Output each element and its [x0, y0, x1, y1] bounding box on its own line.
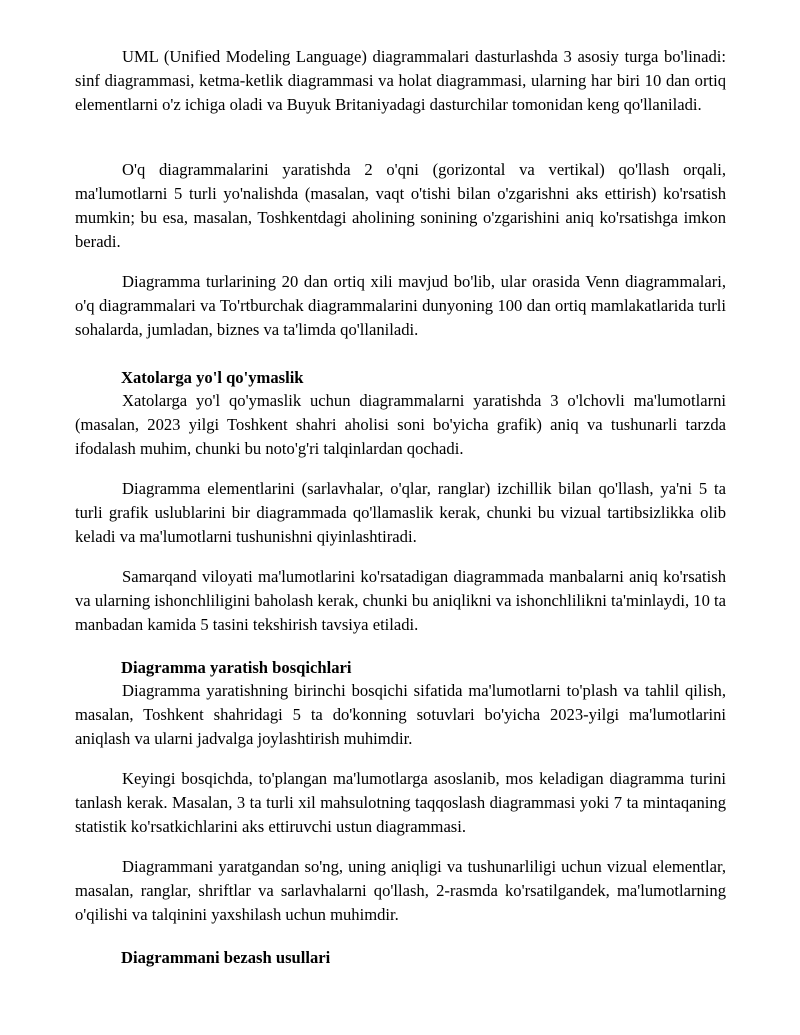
section-heading-creation-stages: Diagramma yaratish bosqichlari: [121, 658, 352, 677]
intro-paragraph-axis-diagrams: O'q diagrammalarini yaratishda 2 o'qni (gorizontal va vertikal) qo'llash orqali, ma'lumotlarni 5 turli yo'nalishda (masalan, vaqt o'tishi bilan o'zgarishni aks ettirish) ko'rsatish mumkin; bu esa, masalan, Toshkentdagi aholining sonining o'zgarishini aniq ko'rsatishga imkon beradi.: [75, 160, 726, 251]
creation-stages-paragraph-1: Diagramma yaratishning birinchi bosqichi sifatida ma'lumotlarni to'plash va tahlil qilish, masalan, Toshkent shahridagi 5 ta do'konning sotuvlari bo'yicha 2023-yilgi ma'lumotlarini aniqlash va ularni jadvalga joylashtirish muhimdir.: [75, 681, 726, 748]
creation-stages-paragraph-3: Diagrammani yaratgandan so'ng, uning aniqligi va tushunarliligi uchun vizual elementlar, masalan, ranglar, shriftlar va sarlavhalarni qo'llash, 2-rasmda ko'rsatilgandek, ma'lumotlarning o'qilishi va talqinini yaxshilash uchun muhimdir.: [75, 857, 726, 924]
section-heading-decoration-methods: Diagrammani bezash usullari: [121, 948, 331, 967]
avoid-errors-paragraph-2: Diagramma elementlarini (sarlavhalar, o'qlar, ranglar) izchillik bilan qo'llash, ya'ni 5 ta turli grafik uslublarini bir diagrammada qo'llamaslik kerak, chunki bu vizual tartibsizlikka olib keladi va ma'lumotlarni tushunishni qiyinlashtiradi.: [75, 479, 726, 546]
creation-stages-paragraph-2: Keyingi bosqichda, to'plangan ma'lumotlarga asoslanib, mos keladigan diagramma turini tanlash kerak. Masalan, 3 ta turli xil mahsulotning taqqoslash diagrammasi yoki 7 ta mintaqaning statistik ko'rsatkichlarini aks ettiruvchi ustun diagrammasi.: [75, 769, 726, 836]
intro-paragraph-diagram-types: Diagramma turlarining 20 dan ortiq xili mavjud bo'lib, ular orasida Venn diagrammalari, o'q diagrammalari va To'rtburchak diagrammalarini dunyoning 100 dan ortiq mamlakatlarida turli sohalarda, jumladan, biznes va ta'limda qo'llaniladi.: [75, 272, 726, 339]
avoid-errors-paragraph-1: Xatolarga yo'l qo'ymaslik uchun diagrammalarni yaratishda 3 o'lchovli ma'lumotlarni (masalan, 2023 yilgi Toshkent shahri aholisi soni bo'yicha grafik) aniq va tushunarli tarzda ifodalash muhim, chunki bu noto'g'ri talqinlardan qochadi.: [75, 391, 726, 458]
avoid-errors-paragraph-3: Samarqand viloyati ma'lumotlarini ko'rsatadigan diagrammada manbalarni aniq ko'rsatish va ularning ishonchliligini baholash kerak, chunki bu aniqlikni va ishonchlilikni ta'minlaydi, 10 ta manbadan kamida 5 tasini tekshirish tavsiya etiladi.: [75, 567, 726, 634]
intro-paragraph-uml: UML (Unified Modeling Language) diagrammalari dasturlashda 3 asosiy turga bo'linadi: sinf diagrammasi, ketma-ketlik diagrammasi va holat diagrammasi, ularning har biri 10 dan ortiq elementlarni o'z ichiga oladi va Buyuk Britaniyadagi dasturchilar tomonidan keng qo'llaniladi.: [75, 47, 726, 114]
section-heading-avoid-errors: Xatolarga yo'l qo'ymaslik: [121, 368, 304, 387]
